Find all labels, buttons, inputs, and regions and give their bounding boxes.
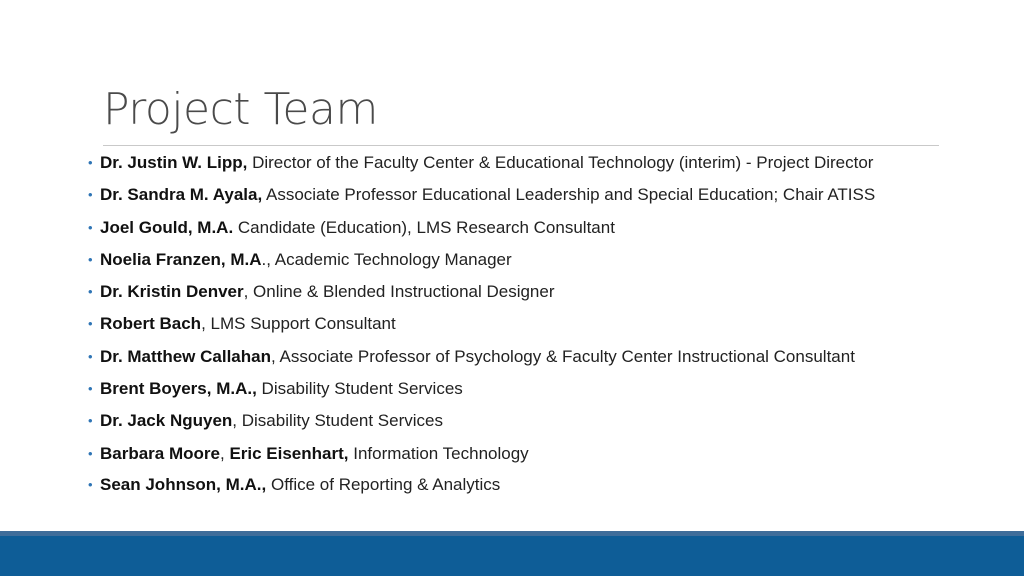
member-role: ., Academic Technology Manager	[261, 249, 512, 269]
member-role: Disability Student Services	[256, 379, 463, 399]
member-name: Sean Johnson, M.A.,	[100, 474, 267, 494]
member-name: Dr. Sandra M. Ayala,	[100, 185, 263, 205]
member-name-secondary: Eric Eisenhart,	[229, 443, 349, 463]
member-role: Information Technology	[348, 443, 529, 463]
team-member-item	[88, 346, 988, 378]
member-name: Noelia Franzen, M.A	[100, 249, 262, 269]
bullet-icon: •	[88, 476, 93, 492]
bullet-icon: •	[88, 316, 93, 332]
bullet-icon: •	[88, 187, 93, 203]
team-member-item	[88, 281, 988, 313]
member-role: Director of the Faculty Center & Educational Technology (interim) - Project Director	[247, 153, 874, 172]
footer-band	[0, 536, 1024, 576]
team-member-item	[88, 410, 988, 442]
member-name: Dr. Kristin Denver	[100, 282, 244, 302]
team-member-item	[88, 217, 988, 249]
team-member-item	[88, 474, 988, 496]
member-role: , Online & Blended Instructional Designer	[243, 282, 555, 302]
name-separator: ,	[219, 443, 230, 463]
member-name: Dr. Jack Nguyen	[100, 411, 233, 431]
title-divider	[103, 145, 939, 146]
team-member-list	[88, 152, 988, 496]
slide-title: Project Team	[103, 84, 378, 135]
member-name: Dr. Matthew Callahan	[100, 346, 271, 366]
member-role: Candidate (Education), LMS Research Consultant	[233, 217, 615, 237]
bullet-icon: •	[88, 445, 93, 461]
member-role: Associate Professor Educational Leadership and Special Education; Chair ATISS	[262, 185, 876, 205]
team-member-item	[88, 184, 988, 216]
bullet-icon: •	[88, 413, 93, 429]
bullet-icon: •	[88, 284, 93, 300]
team-member-item	[88, 443, 988, 474]
bullet-icon: •	[88, 219, 93, 235]
member-name: Robert Bach	[100, 314, 202, 334]
member-name: Dr. Justin W. Lipp,	[100, 153, 248, 172]
bullet-icon: •	[88, 348, 93, 364]
member-name: Brent Boyers, M.A.,	[100, 379, 257, 399]
team-member-item	[88, 378, 988, 410]
bullet-icon: •	[88, 251, 93, 267]
bullet-icon: •	[88, 155, 93, 170]
member-name: Barbara Moore	[100, 443, 220, 463]
bullet-icon: •	[88, 381, 93, 397]
member-name: Joel Gould, M.A.	[100, 217, 234, 237]
member-role: , Disability Student Services	[232, 411, 443, 431]
team-member-item	[88, 152, 988, 184]
member-role: , Associate Professor of Psychology & Faculty Center Instructional Consultant	[270, 346, 855, 366]
member-role: Office of Reporting & Analytics	[266, 474, 501, 494]
team-member-item	[88, 313, 988, 345]
member-role: , LMS Support Consultant	[201, 314, 396, 334]
team-member-item	[88, 249, 988, 281]
